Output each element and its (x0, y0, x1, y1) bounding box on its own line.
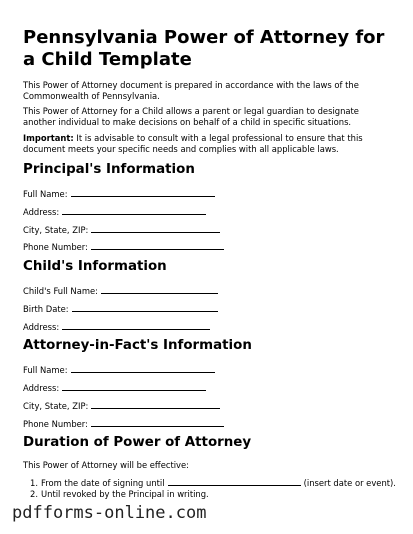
site-watermark: pdfforms-online.com (12, 503, 207, 523)
attorney-address-field[interactable] (23, 381, 206, 394)
intro-paragraph-laws: This Power of Attorney document is prepared in accordance with the laws of the Commonwealth of Pennsylvania. (23, 80, 359, 101)
child-address-line[interactable] (62, 320, 210, 330)
child-address-label: Address: (23, 322, 60, 332)
principal-full-name-field[interactable] (23, 187, 215, 200)
duration-item-1-end: (insert date or event). (303, 478, 396, 488)
attorney-full-name-field[interactable] (23, 363, 215, 376)
duration-item-2-text: Until revoked by the Principal in writing. (41, 488, 209, 499)
principal-city-state-zip-field[interactable] (23, 223, 220, 236)
principal-phone-line[interactable] (91, 240, 224, 250)
child-birth-date-label: Birth Date: (23, 304, 69, 314)
child-birth-date-line[interactable] (72, 302, 218, 312)
attorney-address-line[interactable] (62, 381, 206, 391)
principal-full-name-label: Full Name: (23, 189, 68, 199)
list-item (23, 489, 393, 500)
document-title: Pennsylvania Power of Attorney for a Child Template (23, 27, 385, 70)
child-address-field[interactable] (23, 320, 210, 333)
child-full-name-label: Child's Full Name: (23, 286, 98, 296)
attorney-city-state-zip-field[interactable] (23, 399, 220, 412)
principal-address-label: Address: (23, 207, 60, 217)
list-item-number: 2. (30, 488, 38, 499)
list-item-number: 1. (30, 478, 38, 488)
principal-address-field[interactable] (23, 205, 206, 218)
intro-paragraph-purpose: This Power of Attorney for a Child allows a parent or legal guardian to designate another individual to make decisions on behalf of a child in specific situations. (23, 106, 359, 127)
child-full-name-line[interactable] (101, 284, 218, 294)
principal-phone-field[interactable] (23, 240, 224, 253)
principal-heading: Principal's Information (23, 162, 195, 177)
duration-item-1-start: From the date of signing until (41, 478, 165, 488)
principal-address-line[interactable] (62, 205, 206, 215)
attorney-phone-label: Phone Number: (23, 419, 88, 429)
attorney-phone-line[interactable] (91, 417, 224, 427)
list-item (23, 477, 396, 489)
important-label: Important: (23, 133, 74, 143)
duration-options-list (23, 477, 396, 499)
principal-phone-label: Phone Number: (23, 242, 88, 252)
attorney-address-label: Address: (23, 383, 60, 393)
principal-city-state-zip-label: City, State, ZIP: (23, 225, 89, 235)
attorney-city-state-zip-label: City, State, ZIP: (23, 401, 89, 411)
attorney-full-name-label: Full Name: (23, 365, 68, 375)
important-text: It is advisable to consult with a legal professional to ensure that this document meets your specific needs and complies with all applicable laws. (23, 133, 363, 154)
child-birth-date-field[interactable] (23, 302, 218, 315)
principal-full-name-line[interactable] (71, 187, 215, 197)
attorney-heading: Attorney-in-Fact's Information (23, 338, 252, 353)
attorney-city-state-zip-line[interactable] (91, 399, 220, 409)
duration-end-date-line[interactable] (168, 477, 301, 486)
duration-heading: Duration of Power of Attorney (23, 435, 252, 450)
attorney-full-name-line[interactable] (71, 363, 215, 373)
important-notice (23, 133, 393, 154)
duration-effective-text: This Power of Attorney will be effective: (23, 460, 189, 470)
child-full-name-field[interactable] (23, 284, 218, 297)
attorney-phone-field[interactable] (23, 417, 224, 430)
principal-city-state-zip-line[interactable] (91, 223, 220, 233)
child-heading: Child's Information (23, 259, 167, 274)
